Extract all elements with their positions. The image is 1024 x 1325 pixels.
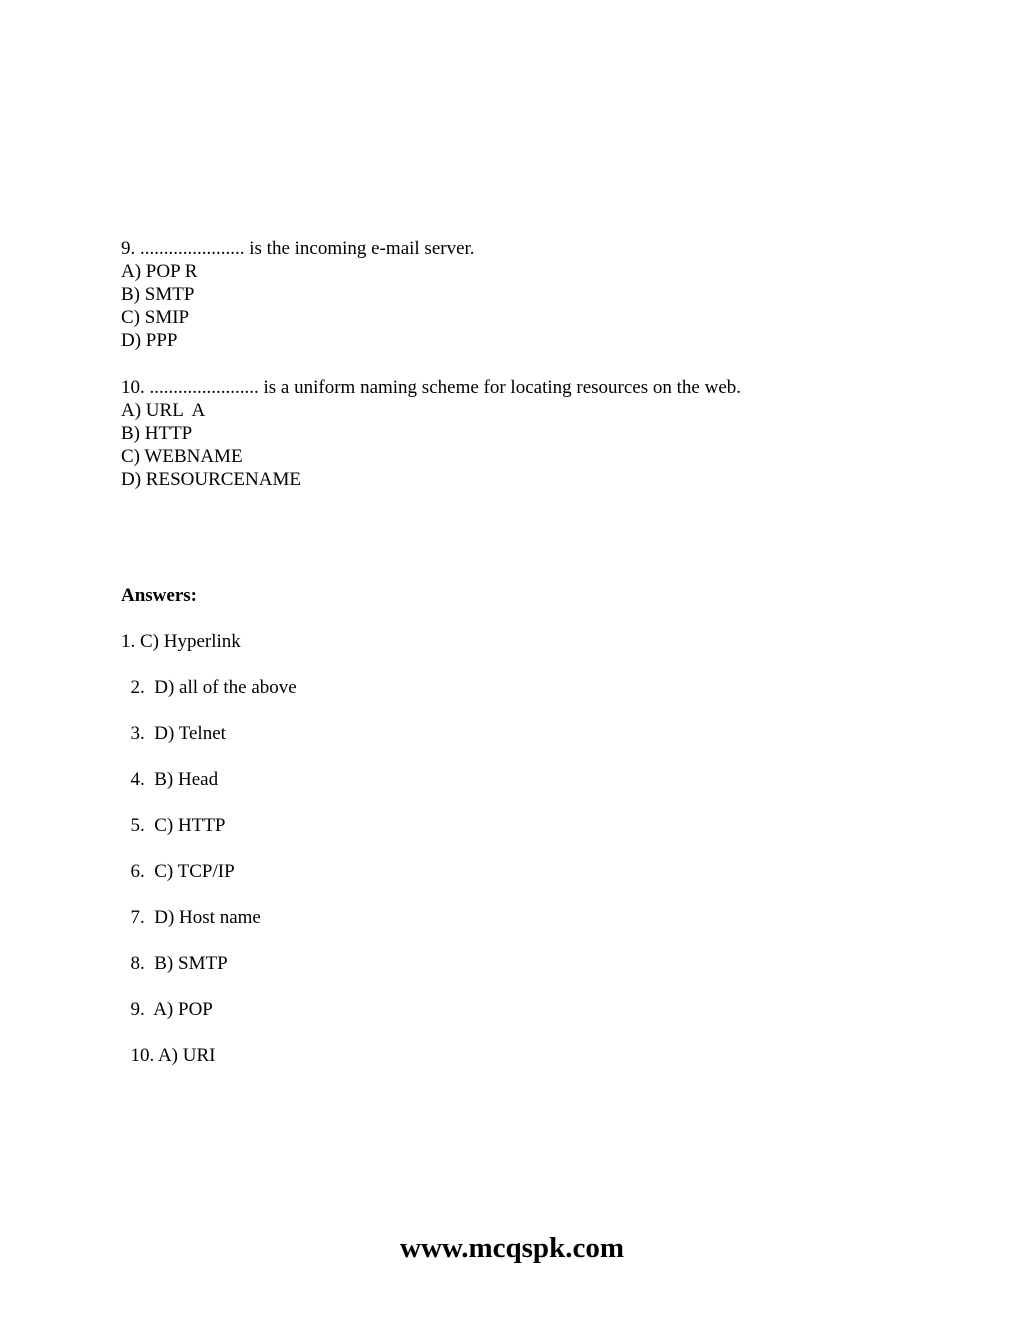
question-10-text: 10. ....................... is a uniform naming scheme for locating resources on the web. <box>121 377 741 398</box>
question-9-option-a: A) POP R <box>121 261 198 282</box>
answer-item: 1. C) Hyperlink <box>121 631 241 652</box>
answer-item: 2. D) all of the above <box>121 677 297 698</box>
question-9-option-c: C) SMIP <box>121 307 190 328</box>
answers-heading: Answers: <box>121 585 197 606</box>
answer-item: 9. A) POP <box>121 999 213 1020</box>
question-9-text: 9. ...................... is the incoming e-mail server. <box>121 238 475 259</box>
question-10-option-b: B) HTTP <box>121 423 193 444</box>
answer-item: 3. D) Telnet <box>121 723 226 744</box>
answer-item: 4. B) Head <box>121 769 219 790</box>
question-10-option-a: A) URL A <box>121 400 206 421</box>
answer-item: 7. D) Host name <box>121 907 261 928</box>
footer-website: www.mcqspk.com <box>400 1232 624 1264</box>
question-9-option-d: D) PPP <box>121 330 178 351</box>
question-9-option-b: B) SMTP <box>121 284 195 305</box>
answer-item: 6. C) TCP/IP <box>121 861 235 882</box>
question-10-option-d: D) RESOURCENAME <box>121 469 301 490</box>
question-10-option-c: C) WEBNAME <box>121 446 243 467</box>
answer-item: 5. C) HTTP <box>121 815 226 836</box>
answer-item: 8. B) SMTP <box>121 953 228 974</box>
answer-item: 10. A) URI <box>121 1045 216 1066</box>
